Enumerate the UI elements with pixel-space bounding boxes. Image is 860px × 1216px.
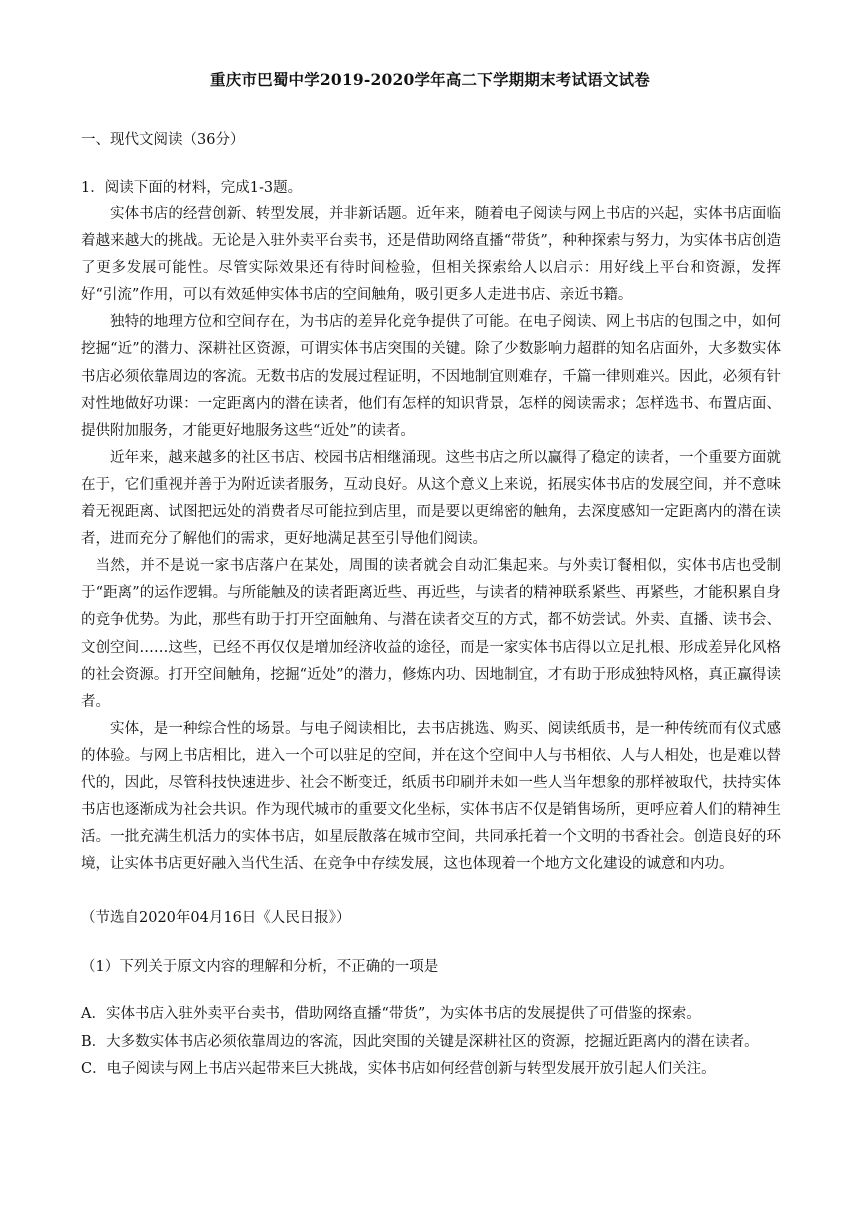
answer-options <box>81 1001 801 1084</box>
source-note: （节选自2020年04月16日《人民日报》） <box>81 910 351 926</box>
sub-question: （1）下列关于原文内容的理解和分析，不正确的一项是 <box>81 959 439 975</box>
passage-paragraph: 当然，并不是说一家书店落户在某处，周围的读者就会自动汇集起来。与外卖订餐相似，实体书店也受制于“距离”的运作逻辑。与所能触及的读者距离近些、再近些，与读者的精神联系紧些、再紧些，才能积累自身的竞争优势。为此，那些有助于打开空面触角、与潜在读者交互的方式，都不妨尝试。外卖、直播、读书会、文创空间……这些，已经不再仅仅是增加经济收益的途径，而是一家实体书店得以立足扎根、形成差异化风格的社会资源。打开空间触角，挖掘“近处”的潜力，修炼内功、因地制宜，才有助于形成独特风格，真正赢得读者。 <box>81 558 781 710</box>
option-c: C．电子阅读与网上书店兴起带来巨大挑战，实体书店如何经营创新与转型发展开放引起人们关注。 <box>81 1061 716 1077</box>
question-intro: 1．阅读下面的材料，完成1-3题。 <box>81 180 303 196</box>
page-title: 重庆市巴蜀中学2019-2020学年高二下学期期末考试语文试卷 <box>210 70 650 89</box>
passage-paragraph: 独特的地理方位和空间存在，为书店的差异化竞争提供了可能。在电子阅读、网上书店的包围之中，如何挖掘“近”的潜力、深耕社区资源，可谓实体书店突围的关键。除了少数影响力超群的知名店面外，大多数实体书店必须依靠周边的客流。无数书店的发展过程证明，不因地制宜则难存，千篇一律则难兴。因此，必须有针对性地做好功课：一定距离内的潜在读者，他们有怎样的知识背景，怎样的阅读需求；怎样选书、布置店面、提供附加服务，才能更好地服务这些“近处”的读者。 <box>81 314 781 439</box>
passage-paragraph: 近年来，越来越多的社区书店、校园书店相继涌现。这些书店之所以赢得了稳定的读者，一个重要方面就在于，它们重视并善于为附近读者服务，互动良好。从这个意义上来说，拓展实体书店的发展空间，并不意味着无视距离、试图把远处的消费者尽可能拉到店里，而是要以更绵密的触角，去深度感知一定距离内的潜在读者，进而充分了解他们的需求，更好地满足甚至引导他们阅读。 <box>81 449 781 548</box>
passage-paragraph: 实体，是一种综合性的场景。与电子阅读相比，去书店挑选、购买、阅读纸质书，是一种传统而有仪式感的体验。与网上书店相比，进入一个可以驻足的空间，并在这个空间中人与书相依、人与人相处，也是难以替代的，因此，尽管科技快速进步、社会不断变迁，纸质书印刷并未如一些人当年想象的那样被取代，扶持实体书店也逐渐成为社会共识。作为现代城市的重要文化坐标，实体书店不仅是销售场所，更呼应着人们的精神生活。一批充满生机活力的实体书店，如星辰散落在城市空间，共同承托着一个文明的书香社会。创造良好的环境，让实体书店更好融入当代生活、在竞争中存续发展，这也体现着一个地方文化建设的诚意和内功。 <box>81 720 781 873</box>
reading-passage <box>81 201 781 878</box>
option-a: A．实体书店入驻外卖平台卖书，借助网络直播“带货”，为实体书店的发展提供了可借鉴的探索。 <box>81 1006 701 1022</box>
option-b: B．大多数实体书店必须依靠周边的客流，因此突围的关键是深耕社区的资源，挖掘近距离内的潜在读者。 <box>81 1033 759 1050</box>
passage-paragraph: 实体书店的经营创新、转型发展，并非新话题。近年来，随着电子阅读与网上书店的兴起，实体书店面临着越来越大的挑战。无论是入驻外卖平台卖书，还是借助网络直播“带货”，种种探索与努力，为实体书店创造了更多发展可能性。尽管实际效果还有待时间检验，但相关探索给人以启示：用好线上平台和资源，发挥好“引流”作用，可以有效延伸实体书店的空间触角，吸引更多人走进书店、亲近书籍。 <box>81 206 781 304</box>
section-heading: 一、现代文阅读（36分） <box>81 132 245 148</box>
